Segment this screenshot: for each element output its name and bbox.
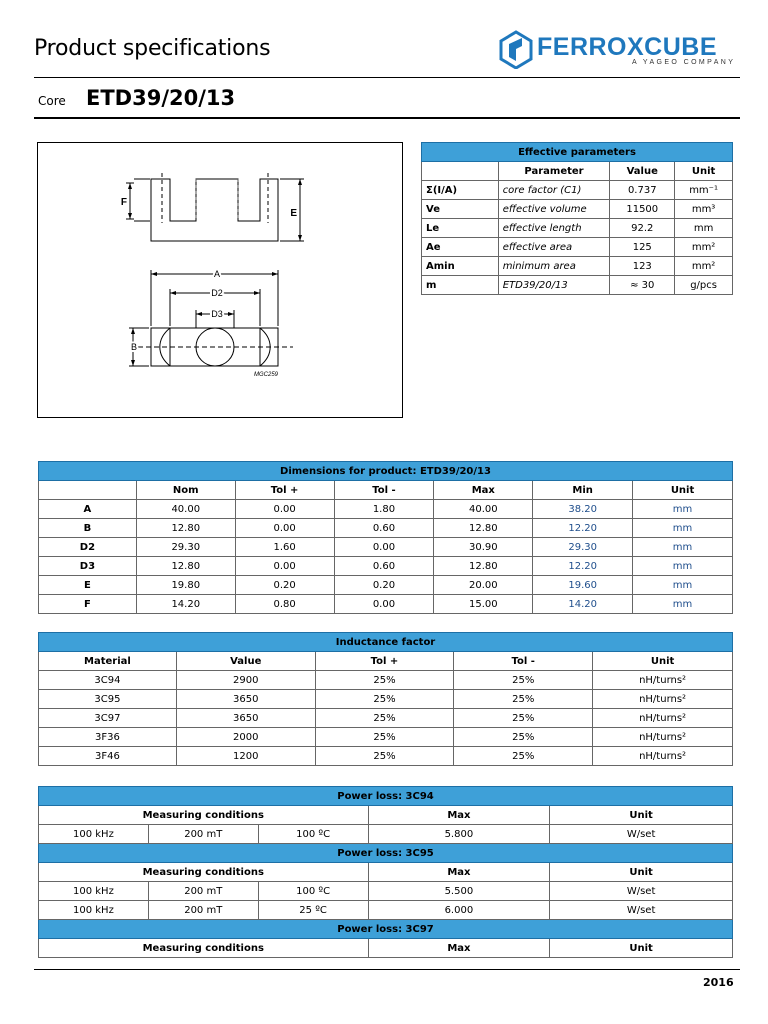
dimension-cell: 0.00 bbox=[334, 595, 434, 614]
effective-row bbox=[422, 257, 733, 276]
param-symbol: Ae bbox=[422, 238, 499, 257]
power-loss-cell: 100 ºC bbox=[258, 882, 368, 901]
inductance-cell: 3650 bbox=[176, 690, 315, 709]
effective-row bbox=[422, 276, 733, 295]
dimension-cell: 29.30 bbox=[136, 538, 235, 557]
dimension-row bbox=[39, 500, 733, 519]
dimension-cell: 1.60 bbox=[235, 538, 334, 557]
footer-year: 2016 bbox=[703, 976, 734, 989]
param-description: effective volume bbox=[498, 200, 610, 219]
dimension-cell: 19.80 bbox=[136, 576, 235, 595]
dimension-cell: 40.00 bbox=[136, 500, 235, 519]
inductance-header: Value bbox=[176, 652, 315, 671]
measuring-conditions-header: Measuring conditions bbox=[39, 939, 369, 958]
inductance-cell: 3C95 bbox=[39, 690, 177, 709]
dimension-cell: 0.00 bbox=[235, 500, 334, 519]
dimensions-header bbox=[39, 481, 137, 500]
dimension-cell: 14.20 bbox=[533, 595, 633, 614]
power-loss-section-header bbox=[39, 920, 733, 939]
power-loss-cell: 200 mT bbox=[148, 825, 258, 844]
inductance-cell: 3F36 bbox=[39, 728, 177, 747]
dimension-cell: mm bbox=[633, 519, 733, 538]
power-loss-title: Power loss: 3C95 bbox=[39, 844, 733, 863]
param-unit: mm³ bbox=[675, 200, 733, 219]
unit-header: Unit bbox=[550, 806, 733, 825]
dimension-cell: 19.60 bbox=[533, 576, 633, 595]
core-drawing-svg bbox=[38, 143, 404, 419]
measuring-conditions-header: Measuring conditions bbox=[39, 863, 369, 882]
inductance-cell: 3650 bbox=[176, 709, 315, 728]
measuring-conditions-header: Measuring conditions bbox=[39, 806, 369, 825]
power-loss-cell: 5.800 bbox=[368, 825, 550, 844]
max-header: Max bbox=[368, 863, 550, 882]
ferroxcube-logo bbox=[497, 27, 742, 71]
inductance-cell: nH/turns² bbox=[593, 709, 733, 728]
param-description: minimum area bbox=[498, 257, 610, 276]
dimension-cell: mm bbox=[633, 557, 733, 576]
param-symbol: Ve bbox=[422, 200, 499, 219]
dimension-row bbox=[39, 576, 733, 595]
inductance-cell: nH/turns² bbox=[593, 747, 733, 766]
param-value: 92.2 bbox=[610, 219, 675, 238]
header-parameter: Parameter bbox=[498, 162, 610, 181]
dimension-row bbox=[39, 557, 733, 576]
param-symbol: Le bbox=[422, 219, 499, 238]
inductance-cell: 25% bbox=[454, 728, 593, 747]
dimension-cell: 12.20 bbox=[533, 519, 633, 538]
core-drawing bbox=[37, 142, 403, 418]
header-blank bbox=[422, 162, 499, 181]
param-unit: mm² bbox=[675, 238, 733, 257]
dimension-cell: mm bbox=[633, 500, 733, 519]
max-header: Max bbox=[368, 939, 550, 958]
param-value: 123 bbox=[610, 257, 675, 276]
power-loss-table bbox=[38, 786, 733, 958]
dimension-cell: D3 bbox=[39, 557, 137, 576]
power-loss-subheader bbox=[39, 806, 733, 825]
dimension-cell: 0.00 bbox=[235, 519, 334, 538]
dimension-cell: E bbox=[39, 576, 137, 595]
dimensions-header: Max bbox=[434, 481, 533, 500]
param-description: effective length bbox=[498, 219, 610, 238]
power-loss-cell: 100 kHz bbox=[39, 901, 149, 920]
effective-parameters-table bbox=[421, 142, 733, 295]
power-loss-cell: 100 kHz bbox=[39, 825, 149, 844]
dimension-cell: 14.20 bbox=[136, 595, 235, 614]
inductance-cell: 3C94 bbox=[39, 671, 177, 690]
power-loss-section-header bbox=[39, 787, 733, 806]
inductance-header: Material bbox=[39, 652, 177, 671]
param-description: ETD39/20/13 bbox=[498, 276, 610, 295]
dimension-cell: 0.80 bbox=[235, 595, 334, 614]
effective-row bbox=[422, 200, 733, 219]
dimension-cell: 29.30 bbox=[533, 538, 633, 557]
inductance-row bbox=[39, 747, 733, 766]
inductance-cell: 1200 bbox=[176, 747, 315, 766]
inductance-header: Unit bbox=[593, 652, 733, 671]
inductance-cell: 25% bbox=[315, 671, 454, 690]
power-loss-section-header bbox=[39, 844, 733, 863]
power-loss-cell: 100 ºC bbox=[258, 825, 368, 844]
dimension-cell: 0.20 bbox=[334, 576, 434, 595]
power-loss-row bbox=[39, 901, 733, 920]
drawing-code: MGC259 bbox=[254, 372, 279, 378]
power-loss-cell: 200 mT bbox=[148, 882, 258, 901]
power-loss-cell: W/set bbox=[550, 825, 733, 844]
inductance-cell: 25% bbox=[454, 671, 593, 690]
power-loss-cell: 100 kHz bbox=[39, 882, 149, 901]
dimensions-header: Tol - bbox=[334, 481, 434, 500]
param-unit: mm bbox=[675, 219, 733, 238]
inductance-cell: nH/turns² bbox=[593, 671, 733, 690]
label-a: A bbox=[213, 269, 221, 279]
dimension-cell: 40.00 bbox=[434, 500, 533, 519]
page-title: Product specifications bbox=[34, 36, 271, 61]
dimension-cell: 30.90 bbox=[434, 538, 533, 557]
label-f: F bbox=[120, 197, 127, 208]
inductance-row bbox=[39, 671, 733, 690]
inductance-cell: 2000 bbox=[176, 728, 315, 747]
header-value: Value bbox=[610, 162, 675, 181]
header-rule bbox=[34, 77, 740, 78]
effective-row bbox=[422, 219, 733, 238]
effective-title: Effective parameters bbox=[422, 143, 733, 162]
inductance-title: Inductance factor bbox=[39, 633, 733, 652]
inductance-cell: 3C97 bbox=[39, 709, 177, 728]
param-unit: mm⁻¹ bbox=[675, 181, 733, 200]
max-header: Max bbox=[368, 806, 550, 825]
param-symbol: Σ(I/A) bbox=[422, 181, 499, 200]
dimension-cell: 12.80 bbox=[434, 519, 533, 538]
label-b: B bbox=[130, 342, 137, 352]
power-loss-row bbox=[39, 825, 733, 844]
dimensions-header: Tol + bbox=[235, 481, 334, 500]
param-value: ≈ 30 bbox=[610, 276, 675, 295]
inductance-row bbox=[39, 728, 733, 747]
inductance-cell: 25% bbox=[454, 690, 593, 709]
unit-header: Unit bbox=[550, 939, 733, 958]
dimension-cell: mm bbox=[633, 595, 733, 614]
dimensions-header: Nom bbox=[136, 481, 235, 500]
dimension-cell: 0.00 bbox=[334, 538, 434, 557]
dimension-cell: 12.80 bbox=[434, 557, 533, 576]
dimension-cell: 12.20 bbox=[533, 557, 633, 576]
header-unit: Unit bbox=[675, 162, 733, 181]
dimensions-title: Dimensions for product: ETD39/20/13 bbox=[39, 462, 733, 481]
param-unit: mm² bbox=[675, 257, 733, 276]
dimension-cell: 0.00 bbox=[235, 557, 334, 576]
dimension-cell: D2 bbox=[39, 538, 137, 557]
ferroxcube-logo-icon bbox=[497, 29, 535, 69]
param-value: 125 bbox=[610, 238, 675, 257]
param-symbol: Amin bbox=[422, 257, 499, 276]
param-description: core factor (C1) bbox=[498, 181, 610, 200]
inductance-cell: 25% bbox=[315, 728, 454, 747]
dimension-cell: 0.20 bbox=[235, 576, 334, 595]
param-value: 11500 bbox=[610, 200, 675, 219]
inductance-row bbox=[39, 690, 733, 709]
inductance-cell: 2900 bbox=[176, 671, 315, 690]
dimension-row bbox=[39, 538, 733, 557]
param-value: 0.737 bbox=[610, 181, 675, 200]
dimension-cell: 38.20 bbox=[533, 500, 633, 519]
dimension-cell: B bbox=[39, 519, 137, 538]
power-loss-subheader bbox=[39, 939, 733, 958]
power-loss-cell: 25 ºC bbox=[258, 901, 368, 920]
power-loss-cell: W/set bbox=[550, 901, 733, 920]
inductance-cell: 3F46 bbox=[39, 747, 177, 766]
dimension-cell: F bbox=[39, 595, 137, 614]
dimension-cell: 15.00 bbox=[434, 595, 533, 614]
dimension-row bbox=[39, 519, 733, 538]
inductance-cell: 25% bbox=[315, 690, 454, 709]
brand-name: FERROXCUBE bbox=[537, 33, 718, 61]
inductance-cell: 25% bbox=[315, 747, 454, 766]
power-loss-title: Power loss: 3C97 bbox=[39, 920, 733, 939]
inductance-cell: 25% bbox=[454, 747, 593, 766]
inductance-table bbox=[38, 632, 733, 766]
dimension-row bbox=[39, 595, 733, 614]
power-loss-title: Power loss: 3C94 bbox=[39, 787, 733, 806]
dimension-cell: 0.60 bbox=[334, 519, 434, 538]
inductance-row bbox=[39, 709, 733, 728]
effective-row bbox=[422, 181, 733, 200]
footer-rule bbox=[34, 969, 740, 970]
power-loss-cell: 6.000 bbox=[368, 901, 550, 920]
power-loss-subheader bbox=[39, 863, 733, 882]
power-loss-cell: 5.500 bbox=[368, 882, 550, 901]
inductance-header: Tol + bbox=[315, 652, 454, 671]
inductance-cell: 25% bbox=[315, 709, 454, 728]
dimension-cell: A bbox=[39, 500, 137, 519]
dimension-cell: 1.80 bbox=[334, 500, 434, 519]
param-symbol: m bbox=[422, 276, 499, 295]
param-description: effective area bbox=[498, 238, 610, 257]
header-rule-bold bbox=[34, 117, 740, 119]
label-e: E bbox=[290, 208, 297, 219]
unit-header: Unit bbox=[550, 863, 733, 882]
inductance-header: Tol - bbox=[454, 652, 593, 671]
dimension-cell: mm bbox=[633, 538, 733, 557]
core-label: Core bbox=[38, 94, 66, 108]
label-d3: D3 bbox=[211, 309, 223, 319]
param-unit: g/pcs bbox=[675, 276, 733, 295]
dimension-cell: mm bbox=[633, 576, 733, 595]
label-d2: D2 bbox=[211, 288, 223, 298]
dimensions-table bbox=[38, 461, 733, 614]
dimension-cell: 20.00 bbox=[434, 576, 533, 595]
inductance-cell: nH/turns² bbox=[593, 728, 733, 747]
inductance-cell: 25% bbox=[454, 709, 593, 728]
dimension-cell: 0.60 bbox=[334, 557, 434, 576]
effective-row bbox=[422, 238, 733, 257]
power-loss-cell: 200 mT bbox=[148, 901, 258, 920]
dimension-cell: 12.80 bbox=[136, 557, 235, 576]
inductance-cell: nH/turns² bbox=[593, 690, 733, 709]
dimensions-header: Min bbox=[533, 481, 633, 500]
core-name: ETD39/20/13 bbox=[86, 86, 236, 110]
power-loss-cell: W/set bbox=[550, 882, 733, 901]
dimension-cell: 12.80 bbox=[136, 519, 235, 538]
brand-subtitle: A YAGEO COMPANY bbox=[632, 59, 736, 66]
dimensions-header: Unit bbox=[633, 481, 733, 500]
power-loss-row bbox=[39, 882, 733, 901]
